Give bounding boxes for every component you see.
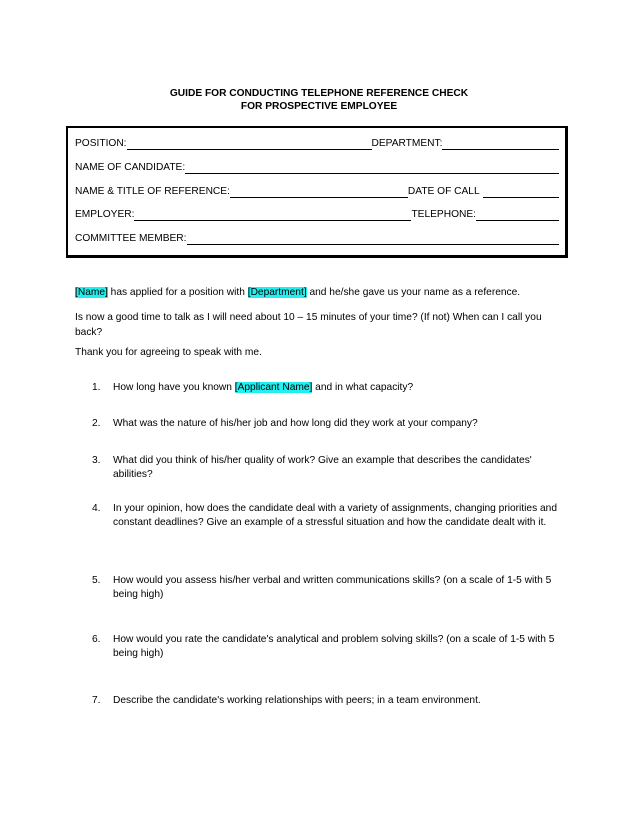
telephone-label: TELEPHONE: [411,209,476,220]
position-field[interactable] [127,138,372,150]
question-number: 4. [92,503,101,514]
employer-label: EMPLOYER: [75,209,135,220]
committee-member-field[interactable] [187,233,560,245]
form-row-position [75,136,559,150]
candidate-info-form [66,126,568,258]
applicant-name-placeholder: [Applicant Name] [234,382,313,393]
time-request-paragraph: Is now a good time to talk as I will need about 10 – 15 minutes of your time? (If not) When can I call you back? [75,312,542,338]
intro-text-a: has applied for a position with [107,287,248,298]
employer-field[interactable] [134,209,411,221]
candidate-name-field[interactable] [185,162,559,174]
question-number: 6. [92,634,101,645]
question-text: What did you think of his/her quality of work? Give an example that describes the candidates' abilities? [113,455,532,480]
committee-label: COMMITTEE MEMBER: [75,233,187,244]
question-number: 1. [92,382,101,393]
question-text [113,381,563,395]
question-text-part: How long have you known [113,382,235,393]
department-placeholder: [Department] [247,287,307,298]
question-text: What was the nature of his/her job and how long did they work at your company? [113,418,478,429]
reference-name-field[interactable] [230,186,408,198]
name-placeholder: [Name] [75,287,108,298]
question-text: How would you rate the candidate's analytical and problem solving skills? (on a scale of 1-5 with 5 being high) [113,634,555,659]
question-text: How would you assess his/her verbal and written communications skills? (on a scale of 1-5 with 5 being high) [113,575,552,600]
date-of-call-label: DATE OF CALL [407,186,480,197]
candidate-label: NAME OF CANDIDATE: [75,162,186,173]
reference-label: NAME & TITLE OF REFERENCE: [75,186,230,197]
question-number: 2. [92,418,101,429]
question-number: 7. [92,695,101,706]
department-label: DEPARTMENT: [371,138,443,149]
form-row-candidate [75,160,559,174]
form-row-employer [75,207,559,221]
department-field[interactable] [442,138,559,150]
question-number: 3. [92,455,101,466]
telephone-field[interactable] [476,209,559,221]
date-of-call-field[interactable] [483,186,559,198]
position-label: POSITION: [75,138,127,149]
question-number: 5. [92,575,101,586]
thank-you-paragraph: Thank you for agreeing to speak with me. [75,347,262,358]
question-text: In your opinion, how does the candidate deal with a variety of assignments, changing priorities and constant deadlines? Give an example of a stressful situation and how the candidate dealt with it. [113,503,557,528]
form-row-reference [75,184,559,198]
intro-text-b: and he/she gave us your name as a reference. [306,287,521,298]
document-subtitle: FOR PROSPECTIVE EMPLOYEE [240,101,398,112]
form-row-committee [75,231,559,245]
intro-paragraph [75,285,565,300]
document-title: GUIDE FOR CONDUCTING TELEPHONE REFERENCE CHECK [169,88,469,99]
question-text: Describe the candidate's working relationships with peers; in a team environment. [113,695,481,706]
question-text-part: and in what capacity? [312,382,414,393]
